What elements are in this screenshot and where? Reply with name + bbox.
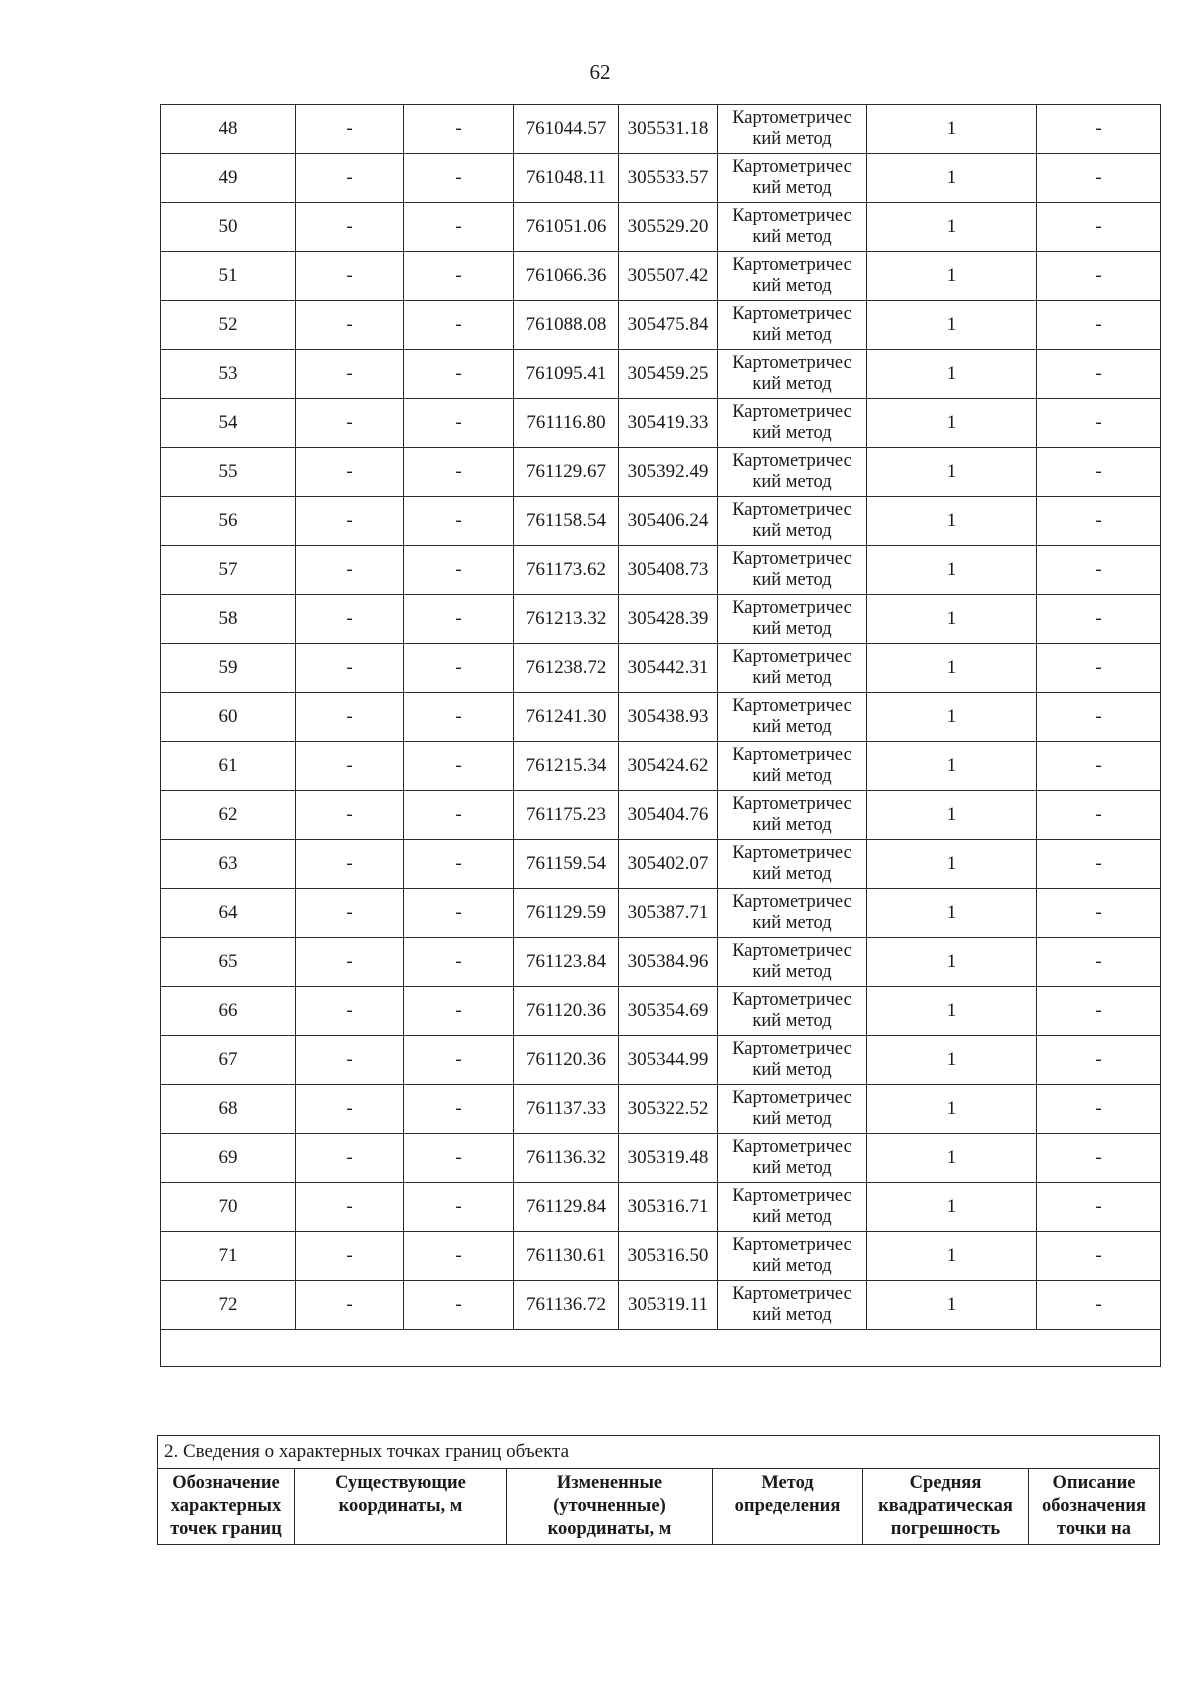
new-y-cell: 305507.42 (619, 252, 718, 301)
method-line-1: Картометричес (732, 1088, 852, 1108)
method-line-2: кий метод (752, 815, 832, 835)
new-y-cell: 305531.18 (619, 105, 718, 154)
method-cell (718, 1134, 867, 1183)
error-cell: 1 (867, 301, 1037, 350)
new-x-cell: 761088.08 (514, 301, 619, 350)
description-cell: - (1037, 595, 1161, 644)
existing-x-cell: - (296, 448, 404, 497)
method-cell (718, 987, 867, 1036)
method-cell (718, 742, 867, 791)
new-x-cell: 761137.33 (514, 1085, 619, 1134)
new-x-cell: 761130.61 (514, 1232, 619, 1281)
existing-y-cell: - (404, 644, 514, 693)
method-line-1: Картометричес (732, 304, 852, 324)
existing-y-cell: - (404, 203, 514, 252)
error-cell: 1 (867, 154, 1037, 203)
existing-y-cell: - (404, 595, 514, 644)
new-y-cell: 305424.62 (619, 742, 718, 791)
new-y-cell: 305533.57 (619, 154, 718, 203)
existing-x-cell: - (296, 105, 404, 154)
table-row (161, 546, 1161, 595)
method-cell (718, 448, 867, 497)
point-number-cell: 54 (161, 399, 296, 448)
new-x-cell: 761215.34 (514, 742, 619, 791)
point-number-cell: 65 (161, 938, 296, 987)
table-row (161, 252, 1161, 301)
existing-y-cell: - (404, 301, 514, 350)
method-cell (718, 252, 867, 301)
method-line-1: Картометричес (732, 255, 852, 275)
existing-x-cell: - (296, 399, 404, 448)
method-line-1: Картометричес (732, 990, 852, 1010)
method-cell (718, 595, 867, 644)
header-method: Метод определения (713, 1469, 863, 1545)
new-x-cell: 761123.84 (514, 938, 619, 987)
existing-y-cell: - (404, 350, 514, 399)
method-line-2: кий метод (752, 864, 832, 884)
new-y-cell: 305419.33 (619, 399, 718, 448)
method-line-1: Картометричес (732, 1235, 852, 1255)
table-row (161, 1036, 1161, 1085)
existing-x-cell: - (296, 1232, 404, 1281)
header-changed-coords: Измененные (уточненные) координаты, м (507, 1469, 713, 1545)
new-y-cell: 305402.07 (619, 840, 718, 889)
existing-x-cell: - (296, 252, 404, 301)
method-line-2: кий метод (752, 1207, 832, 1227)
existing-x-cell: - (296, 154, 404, 203)
method-cell (718, 644, 867, 693)
error-cell: 1 (867, 742, 1037, 791)
description-cell: - (1037, 1085, 1161, 1134)
section2-header-row (158, 1469, 1160, 1545)
new-x-cell: 761159.54 (514, 840, 619, 889)
table-row (161, 595, 1161, 644)
new-y-cell: 305387.71 (619, 889, 718, 938)
existing-x-cell: - (296, 1281, 404, 1330)
method-line-2: кий метод (752, 521, 832, 541)
table-row (161, 742, 1161, 791)
method-line-1: Картометричес (732, 1186, 852, 1206)
error-cell: 1 (867, 889, 1037, 938)
table-row (161, 301, 1161, 350)
description-cell: - (1037, 1134, 1161, 1183)
existing-x-cell: - (296, 595, 404, 644)
point-number-cell: 64 (161, 889, 296, 938)
point-number-cell: 58 (161, 595, 296, 644)
new-y-cell: 305319.48 (619, 1134, 718, 1183)
new-y-cell: 305392.49 (619, 448, 718, 497)
existing-x-cell: - (296, 497, 404, 546)
header-existing-coords: Существующие координаты, м (295, 1469, 507, 1545)
existing-y-cell: - (404, 840, 514, 889)
new-x-cell: 761129.84 (514, 1183, 619, 1232)
method-cell (718, 889, 867, 938)
table-row (161, 399, 1161, 448)
method-line-2: кий метод (752, 1256, 832, 1276)
new-y-cell: 305404.76 (619, 791, 718, 840)
new-y-cell: 305459.25 (619, 350, 718, 399)
new-x-cell: 761136.32 (514, 1134, 619, 1183)
method-line-2: кий метод (752, 1158, 832, 1178)
description-cell: - (1037, 399, 1161, 448)
description-cell: - (1037, 742, 1161, 791)
error-cell: 1 (867, 448, 1037, 497)
description-cell: - (1037, 154, 1161, 203)
error-cell: 1 (867, 840, 1037, 889)
existing-x-cell: - (296, 203, 404, 252)
existing-x-cell: - (296, 938, 404, 987)
page-number: 62 (589, 60, 611, 84)
method-cell (718, 203, 867, 252)
method-cell (718, 497, 867, 546)
point-number-cell: 59 (161, 644, 296, 693)
description-cell: - (1037, 693, 1161, 742)
method-cell (718, 399, 867, 448)
method-cell (718, 350, 867, 399)
method-line-1: Картометричес (732, 206, 852, 226)
existing-y-cell: - (404, 742, 514, 791)
header-description: Описание обозначения точки на (1029, 1469, 1160, 1545)
new-x-cell: 761238.72 (514, 644, 619, 693)
error-cell: 1 (867, 350, 1037, 399)
method-line-2: кий метод (752, 374, 832, 394)
description-cell: - (1037, 1232, 1161, 1281)
new-x-cell: 761120.36 (514, 987, 619, 1036)
method-line-2: кий метод (752, 178, 832, 198)
new-y-cell: 305316.71 (619, 1183, 718, 1232)
new-x-cell: 761158.54 (514, 497, 619, 546)
header-mean-error: Средняя квадратическая погрешность (863, 1469, 1029, 1545)
header-point-designation: Обозначение характерных точек границ (158, 1469, 295, 1545)
table-row (161, 1085, 1161, 1134)
existing-x-cell: - (296, 1183, 404, 1232)
new-y-cell: 305354.69 (619, 987, 718, 1036)
method-line-2: кий метод (752, 913, 832, 933)
table-row (161, 448, 1161, 497)
new-x-cell: 761136.72 (514, 1281, 619, 1330)
method-line-1: Картометричес (732, 647, 852, 667)
method-cell (718, 1036, 867, 1085)
existing-y-cell: - (404, 791, 514, 840)
description-cell: - (1037, 497, 1161, 546)
table-row (161, 938, 1161, 987)
error-cell: 1 (867, 1134, 1037, 1183)
error-cell: 1 (867, 938, 1037, 987)
description-cell: - (1037, 301, 1161, 350)
existing-y-cell: - (404, 1281, 514, 1330)
method-cell (718, 693, 867, 742)
point-number-cell: 52 (161, 301, 296, 350)
existing-y-cell: - (404, 1036, 514, 1085)
existing-y-cell: - (404, 399, 514, 448)
existing-y-cell: - (404, 154, 514, 203)
new-y-cell: 305529.20 (619, 203, 718, 252)
method-cell (718, 791, 867, 840)
error-cell: 1 (867, 546, 1037, 595)
section2-title: 2. Сведения о характерных точках границ объекта (158, 1436, 1160, 1469)
new-x-cell: 761116.80 (514, 399, 619, 448)
description-cell: - (1037, 791, 1161, 840)
point-number-cell: 50 (161, 203, 296, 252)
existing-x-cell: - (296, 742, 404, 791)
table-row (161, 791, 1161, 840)
new-y-cell: 305316.50 (619, 1232, 718, 1281)
method-line-1: Картометричес (732, 402, 852, 422)
error-cell: 1 (867, 203, 1037, 252)
description-cell: - (1037, 105, 1161, 154)
description-cell: - (1037, 448, 1161, 497)
point-number-cell: 55 (161, 448, 296, 497)
method-line-1: Картометричес (732, 108, 852, 128)
method-line-1: Картометричес (732, 549, 852, 569)
method-line-1: Картометричес (732, 1039, 852, 1059)
method-line-1: Картометричес (732, 451, 852, 471)
error-cell: 1 (867, 497, 1037, 546)
description-cell: - (1037, 1281, 1161, 1330)
method-cell (718, 301, 867, 350)
empty-cell (161, 1330, 1161, 1367)
error-cell: 1 (867, 791, 1037, 840)
table-row (161, 497, 1161, 546)
point-number-cell: 71 (161, 1232, 296, 1281)
error-cell: 1 (867, 252, 1037, 301)
table-row (161, 644, 1161, 693)
table-row (161, 350, 1161, 399)
method-line-2: кий метод (752, 1011, 832, 1031)
existing-x-cell: - (296, 693, 404, 742)
method-cell (718, 1232, 867, 1281)
new-y-cell: 305408.73 (619, 546, 718, 595)
existing-y-cell: - (404, 1183, 514, 1232)
method-line-1: Картометричес (732, 1137, 852, 1157)
error-cell: 1 (867, 1085, 1037, 1134)
table-row (161, 1281, 1161, 1330)
method-line-2: кий метод (752, 276, 832, 296)
existing-y-cell: - (404, 1134, 514, 1183)
method-line-2: кий метод (752, 472, 832, 492)
point-number-cell: 49 (161, 154, 296, 203)
description-cell: - (1037, 203, 1161, 252)
error-cell: 1 (867, 1281, 1037, 1330)
method-line-2: кий метод (752, 325, 832, 345)
method-line-1: Картометричес (732, 598, 852, 618)
new-y-cell: 305406.24 (619, 497, 718, 546)
point-number-cell: 51 (161, 252, 296, 301)
table-row (161, 203, 1161, 252)
new-y-cell: 305442.31 (619, 644, 718, 693)
point-number-cell: 68 (161, 1085, 296, 1134)
point-number-cell: 60 (161, 693, 296, 742)
new-x-cell: 761129.59 (514, 889, 619, 938)
new-y-cell: 305322.52 (619, 1085, 718, 1134)
method-line-1: Картометричес (732, 157, 852, 177)
existing-x-cell: - (296, 840, 404, 889)
existing-x-cell: - (296, 889, 404, 938)
error-cell: 1 (867, 693, 1037, 742)
section2-title-row (158, 1436, 1160, 1469)
existing-x-cell: - (296, 1085, 404, 1134)
method-line-2: кий метод (752, 619, 832, 639)
point-number-cell: 66 (161, 987, 296, 1036)
coordinates-table (160, 104, 1161, 1367)
existing-y-cell: - (404, 448, 514, 497)
existing-y-cell: - (404, 497, 514, 546)
point-number-cell: 72 (161, 1281, 296, 1330)
method-line-1: Картометричес (732, 696, 852, 716)
table-row (161, 889, 1161, 938)
description-cell: - (1037, 987, 1161, 1036)
new-x-cell: 761095.41 (514, 350, 619, 399)
table-row (161, 840, 1161, 889)
method-line-2: кий метод (752, 668, 832, 688)
existing-y-cell: - (404, 987, 514, 1036)
new-x-cell: 761129.67 (514, 448, 619, 497)
description-cell: - (1037, 546, 1161, 595)
existing-y-cell: - (404, 693, 514, 742)
error-cell: 1 (867, 987, 1037, 1036)
error-cell: 1 (867, 1036, 1037, 1085)
existing-x-cell: - (296, 1134, 404, 1183)
description-cell: - (1037, 1036, 1161, 1085)
description-cell: - (1037, 350, 1161, 399)
existing-x-cell: - (296, 1036, 404, 1085)
method-line-2: кий метод (752, 717, 832, 737)
table-row (161, 987, 1161, 1036)
point-number-cell: 69 (161, 1134, 296, 1183)
existing-x-cell: - (296, 350, 404, 399)
method-line-2: кий метод (752, 962, 832, 982)
method-line-2: кий метод (752, 1305, 832, 1325)
method-line-2: кий метод (752, 1109, 832, 1129)
new-x-cell: 761048.11 (514, 154, 619, 203)
method-line-1: Картометричес (732, 500, 852, 520)
point-number-cell: 61 (161, 742, 296, 791)
point-number-cell: 70 (161, 1183, 296, 1232)
new-y-cell: 305319.11 (619, 1281, 718, 1330)
error-cell: 1 (867, 399, 1037, 448)
method-line-2: кий метод (752, 766, 832, 786)
description-cell: - (1037, 840, 1161, 889)
existing-y-cell: - (404, 1232, 514, 1281)
new-y-cell: 305475.84 (619, 301, 718, 350)
method-line-1: Картометричес (732, 794, 852, 814)
method-cell (718, 938, 867, 987)
point-number-cell: 67 (161, 1036, 296, 1085)
description-cell: - (1037, 252, 1161, 301)
method-line-1: Картометричес (732, 353, 852, 373)
section2-table (157, 1435, 1160, 1545)
point-number-cell: 63 (161, 840, 296, 889)
table-row (161, 1232, 1161, 1281)
method-cell (718, 105, 867, 154)
error-cell: 1 (867, 644, 1037, 693)
existing-y-cell: - (404, 252, 514, 301)
new-y-cell: 305438.93 (619, 693, 718, 742)
new-y-cell: 305344.99 (619, 1036, 718, 1085)
point-number-cell: 48 (161, 105, 296, 154)
existing-y-cell: - (404, 546, 514, 595)
new-x-cell: 761241.30 (514, 693, 619, 742)
method-line-1: Картометричес (732, 1284, 852, 1304)
new-x-cell: 761175.23 (514, 791, 619, 840)
method-line-2: кий метод (752, 1060, 832, 1080)
new-y-cell: 305384.96 (619, 938, 718, 987)
method-line-2: кий метод (752, 129, 832, 149)
new-x-cell: 761044.57 (514, 105, 619, 154)
description-cell: - (1037, 644, 1161, 693)
error-cell: 1 (867, 1232, 1037, 1281)
point-number-cell: 57 (161, 546, 296, 595)
existing-y-cell: - (404, 105, 514, 154)
error-cell: 1 (867, 1183, 1037, 1232)
existing-x-cell: - (296, 644, 404, 693)
method-cell (718, 154, 867, 203)
table-row (161, 105, 1161, 154)
table-row (161, 1134, 1161, 1183)
table-row (161, 1183, 1161, 1232)
existing-x-cell: - (296, 791, 404, 840)
table-row (161, 693, 1161, 742)
existing-y-cell: - (404, 1085, 514, 1134)
error-cell: 1 (867, 105, 1037, 154)
point-number-cell: 53 (161, 350, 296, 399)
new-x-cell: 761173.62 (514, 546, 619, 595)
existing-x-cell: - (296, 301, 404, 350)
method-cell (718, 546, 867, 595)
point-number-cell: 56 (161, 497, 296, 546)
method-line-2: кий метод (752, 423, 832, 443)
new-y-cell: 305428.39 (619, 595, 718, 644)
existing-y-cell: - (404, 889, 514, 938)
description-cell: - (1037, 889, 1161, 938)
new-x-cell: 761213.32 (514, 595, 619, 644)
empty-row (161, 1330, 1161, 1367)
method-line-1: Картометричес (732, 745, 852, 765)
method-line-2: кий метод (752, 227, 832, 247)
table-row (161, 154, 1161, 203)
error-cell: 1 (867, 595, 1037, 644)
method-line-1: Картометричес (732, 941, 852, 961)
existing-y-cell: - (404, 938, 514, 987)
method-cell (718, 1281, 867, 1330)
new-x-cell: 761120.36 (514, 1036, 619, 1085)
description-cell: - (1037, 1183, 1161, 1232)
new-x-cell: 761066.36 (514, 252, 619, 301)
method-line-2: кий метод (752, 570, 832, 590)
existing-x-cell: - (296, 987, 404, 1036)
new-x-cell: 761051.06 (514, 203, 619, 252)
point-number-cell: 62 (161, 791, 296, 840)
coordinates-table-body (161, 105, 1161, 1367)
method-line-1: Картометричес (732, 843, 852, 863)
method-cell (718, 1183, 867, 1232)
method-cell (718, 1085, 867, 1134)
description-cell: - (1037, 938, 1161, 987)
method-line-1: Картометричес (732, 892, 852, 912)
existing-x-cell: - (296, 546, 404, 595)
method-cell (718, 840, 867, 889)
